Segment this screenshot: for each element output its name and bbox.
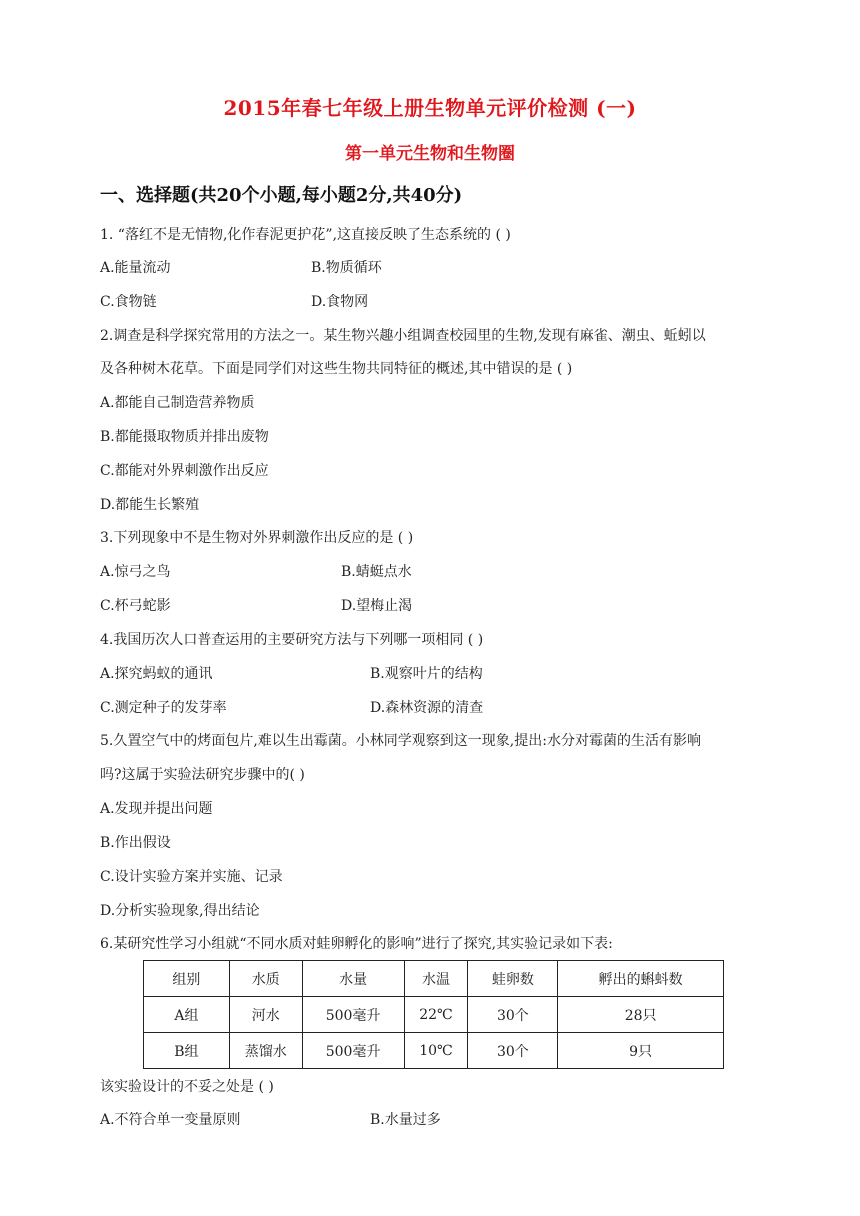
question-1-option-c: C.食物链 xyxy=(100,294,157,310)
question-2-option-b: B.都能摄取物质并排出废物 xyxy=(100,429,269,445)
question-4-stem: 4.我国历次人口普查运用的主要研究方法与下列哪一项相同 ( ) xyxy=(100,632,484,648)
question-4-option-b: B.观察叶片的结构 xyxy=(370,666,483,682)
table-header-cell: 水质 xyxy=(229,961,302,997)
question-3-option-c: C.杯弓蛇影 xyxy=(100,598,171,614)
question-5-option-d: D.分析实验现象,得出结论 xyxy=(100,903,260,919)
table-cell: A组 xyxy=(144,997,230,1033)
question-5-option-b: B.作出假设 xyxy=(100,835,171,851)
table-header-cell: 水量 xyxy=(302,961,404,997)
question-2-option-d: D.都能生长繁殖 xyxy=(100,497,200,513)
question-4-option-a: A.探究蚂蚁的通讯 xyxy=(100,666,213,682)
question-2-stem-line-1: 2.调查是科学探究常用的方法之一。某生物兴趣小组调查校园里的生物,发现有麻雀、潮虫、蚯蚓以 xyxy=(100,328,706,344)
question-2-option-a: A.都能自己制造营养物质 xyxy=(100,395,255,411)
unit-subtitle: 第一单元生物和生物圈 xyxy=(345,144,515,164)
question-1-option-d: D.食物网 xyxy=(311,294,369,310)
table-header-cell: 水温 xyxy=(404,961,468,997)
table-header-row xyxy=(144,961,724,997)
question-5-stem-line-2: 吗?这属于实验法研究步骤中的( ) xyxy=(100,767,305,783)
document-title: 2015年春七年级上册生物单元评价检测 (一) xyxy=(223,96,637,120)
table-cell: 22℃ xyxy=(404,997,468,1033)
table-cell: 500毫升 xyxy=(302,1033,404,1069)
table-cell: 10℃ xyxy=(404,1033,468,1069)
question-1-stem: 1. “落红不是无情物,化作春泥更护花”,这直接反映了生态系统的 ( ) xyxy=(100,227,511,243)
table-cell: 9只 xyxy=(558,1033,724,1069)
table-cell: B组 xyxy=(144,1033,230,1069)
table-cell: 30个 xyxy=(468,997,558,1033)
question-3-option-d: D.望梅止渴 xyxy=(341,598,413,614)
question-5-option-c: C.设计实验方案并实施、记录 xyxy=(100,869,283,885)
question-1-option-b: B.物质循环 xyxy=(311,260,382,276)
question-4-option-d: D.森林资源的清查 xyxy=(370,700,484,716)
question-3-option-b: B.蜻蜓点水 xyxy=(341,564,412,580)
question-3-option-a: A.惊弓之鸟 xyxy=(100,564,171,580)
table-header-cell: 蛙卵数 xyxy=(468,961,558,997)
question-2-option-c: C.都能对外界刺激作出反应 xyxy=(100,463,269,479)
table-row xyxy=(144,997,724,1033)
table-row xyxy=(144,1033,724,1069)
table-header-cell: 组别 xyxy=(144,961,230,997)
question-6-stem: 6.某研究性学习小组就“不同水质对蛙卵孵化的影响”进行了探究,其实验记录如下表: xyxy=(100,936,613,952)
question-5-stem-line-1: 5.久置空气中的烤面包片,难以生出霉菌。小林同学观察到这一现象,提出:水分对霉菌的生活有影响 xyxy=(100,733,701,749)
table-cell: 蒸馏水 xyxy=(229,1033,302,1069)
experiment-table xyxy=(143,960,724,1069)
table-header-cell: 孵出的蝌蚪数 xyxy=(558,961,724,997)
question-6-option-b: B.水量过多 xyxy=(370,1112,441,1128)
table-cell: 500毫升 xyxy=(302,997,404,1033)
table-cell: 30个 xyxy=(468,1033,558,1069)
question-6-follow-up: 该实验设计的不妥之处是 ( ) xyxy=(100,1079,274,1095)
table-cell: 28只 xyxy=(558,997,724,1033)
question-2-stem-line-2: 及各种树木花草。下面是同学们对这些生物共同特征的概述,其中错误的是 ( ) xyxy=(100,361,573,377)
section-heading: 一、选择题(共20个小题,每小题2分,共40分) xyxy=(100,185,463,206)
question-4-option-c: C.测定种子的发芽率 xyxy=(100,700,227,716)
question-5-option-a: A.发现并提出问题 xyxy=(100,801,213,817)
question-3-stem: 3.下列现象中不是生物对外界刺激作出反应的是 ( ) xyxy=(100,530,414,546)
question-1-option-a: A.能量流动 xyxy=(100,260,171,276)
table-cell: 河水 xyxy=(229,997,302,1033)
question-6-option-a: A.不符合单一变量原则 xyxy=(100,1112,241,1128)
